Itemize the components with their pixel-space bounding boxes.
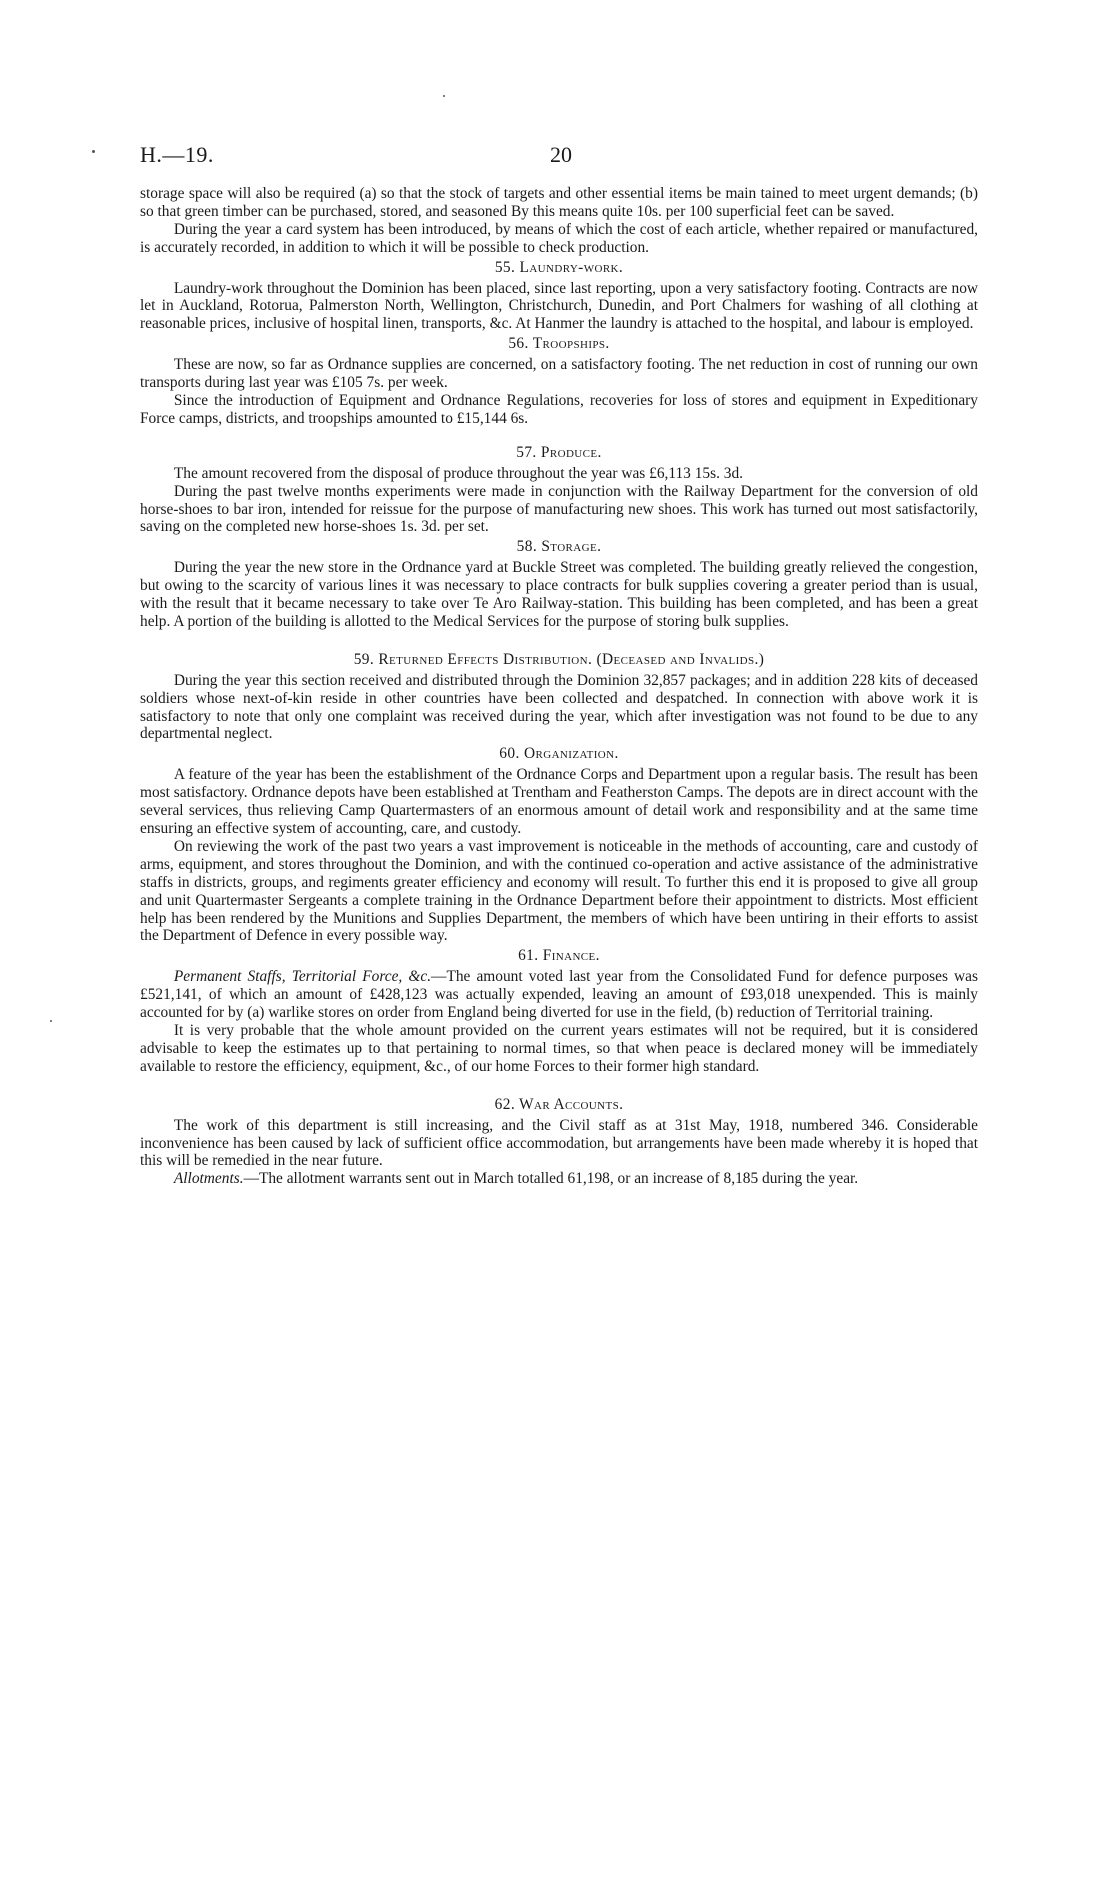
paragraph: During the year the new store in the Ordnance yard at Buckle Street was completed. The building greatly relieved the congestion, but owing to the scarcity of various lines it was necessary to place contracts for bulk supplies covering a greater period than is usual, with the result that it became necessary to take over Te Aro Railway-station. This building has been completed, and has been a great help. A portion of the building is allotted to the Medical Services for the purpose of storing bulk supplies. [140,559,978,630]
paragraph: It is very probable that the whole amount provided on the current years estimates will not be required, but it is considered advisable to keep the estimates up to that pertaining to normal times, so that when peace is declared money will be immediately available to restore the efficiency, equipment, &c., of our home Forces to their former high standard. [140,1021,978,1075]
paragraph: Since the introduction of Equipment and Ordnance Regulations, recoveries for loss of stores and equipment in Expeditionary Force camps, districts, and troopships amounted to £15,144 6s. [140,391,978,427]
section-heading-59: 59. Returned Effects Distribution. (Deceased and Invalids.) [353,650,765,668]
section-heading-56: 56. Troopships. [508,335,610,353]
document-reference: H.—19. [140,142,214,167]
paragraph: During the year a card system has been introduced, by means of which the cost of each article, whether repaired or manufactured, is accurately recorded, in addition to which it will be possible to check production. [140,220,978,256]
paragraph-lead: Permanent Staffs, Territorial Force, &c. [173,968,432,986]
document-body [140,185,978,1188]
scan-speck [92,150,95,153]
paragraph: The work of this department is still increasing, and the Civil staff as at 31st May, 1918, numbered 346. Considerable inconvenience has been caused by lack of sufficient office accommodation, but arrangements have been made whereby it is hoped that this will be remedied in the near future. [140,1116,978,1170]
section-heading-55: 55. Laundry-work. [494,258,624,276]
section-heading-61: 61. Finance. [518,947,600,965]
page-header [140,142,980,172]
paragraph: storage space will also be required (a) so that the stock of targets and other essential items be main tained to meet urgent demands; (b) so that green timber can be purchased, stored, and seasoned By this means quite 10s. per 100 superficial feet can be saved. [140,185,978,220]
paragraph: Laundry-work throughout the Dominion has been placed, since last reporting, upon a very satisfactory footing. Contracts are now let in Auckland, Rotorua, Palmerston North, Wellington, Christchurch, Dunedin, and Port Chalmers for washing of all clothing at reasonable prices, inclusive of hospital linen, transports, &c. At Hanmer the laundry is attached to the hospital, and labour is employed. [140,279,978,333]
section-heading-62: 62. War Accounts. [494,1095,624,1113]
paragraph: On reviewing the work of the past two years a vast improvement is noticeable in the methods of accounting, care and custody of arms, equipment, and stores throughout the Dominion, and with the continued co-operation and active assistance of the administrative staffs in districts, groups, and regiments greater efficiency and economy will result. To further this end it is proposed to give all group and unit Quartermaster Sergeants a complete training in the Ordnance Department before their appointment to districts. Most efficient help has been rendered by the Munitions and Supplies Department, the members of which have been untiring in their efforts to assist the Department of Defence in every possible way. [140,837,978,945]
paragraph: During the past twelve months experiments were made in conjunction with the Railway Department for the conversion of old horse-shoes to bar iron, intended for reissue for the purpose of manufacturing new shoes. This work has turned out most satisfactorily, saving on the completed new horse-shoes 1s. 3d. per set. [140,482,978,536]
paragraph [140,968,978,1022]
paragraph: A feature of the year has been the establishment of the Ordnance Corps and Department upon a regular basis. The result has been most satisfactory. Ordnance depots have been established at Trentham and Featherston Camps. The depots are in direct account with the several services, thus relieving Camp Quartermasters of an enormous amount of detail work and responsibility and at the same time ensuring an effective system of accounting, care, and custody. [140,766,978,837]
section-heading-57: 57. Produce. [516,443,602,461]
paragraph: These are now, so far as Ordnance supplies are concerned, on a satisfactory footing. The net reduction in cost of running our own transports during last year was £105 7s. per week. [140,356,978,392]
page-number: 20 [550,142,572,167]
paragraph [140,1170,978,1188]
paragraph-lead: Allotments. [173,1170,244,1188]
scan-speck [443,95,445,97]
paragraph: During the year this section received and distributed through the Dominion 32,857 packages; and in addition 228 kits of deceased soldiers whose next-of-kin reside in other countries have been collected and despatched. In connection with above work it is satisfactory to note that only one complaint was received during the year, which after investigation was not found to be due to any departmental neglect. [140,671,978,743]
section-heading-60: 60. Organization. [499,745,619,763]
paragraph-text: —The allotment warrants sent out in March totalled 61,198, or an increase of 8,185 during the year. [243,1170,859,1188]
paragraph: The amount recovered from the disposal of produce throughout the year was £6,113 15s. 3d. [173,464,744,482]
paragraph-text: —The amount voted last year from the Consolidated Fund for defence purposes was £521,141, of which an amount of £428,123 was actually expended, leaving an amount of £93,018 unexpended. This is mainly accounted for by (a) warlike stores on order from England being diverted for use in the field, (b) reduction of Territorial training. [140,968,978,1022]
scan-speck [50,1020,52,1022]
section-heading-58: 58. Storage. [516,538,602,556]
